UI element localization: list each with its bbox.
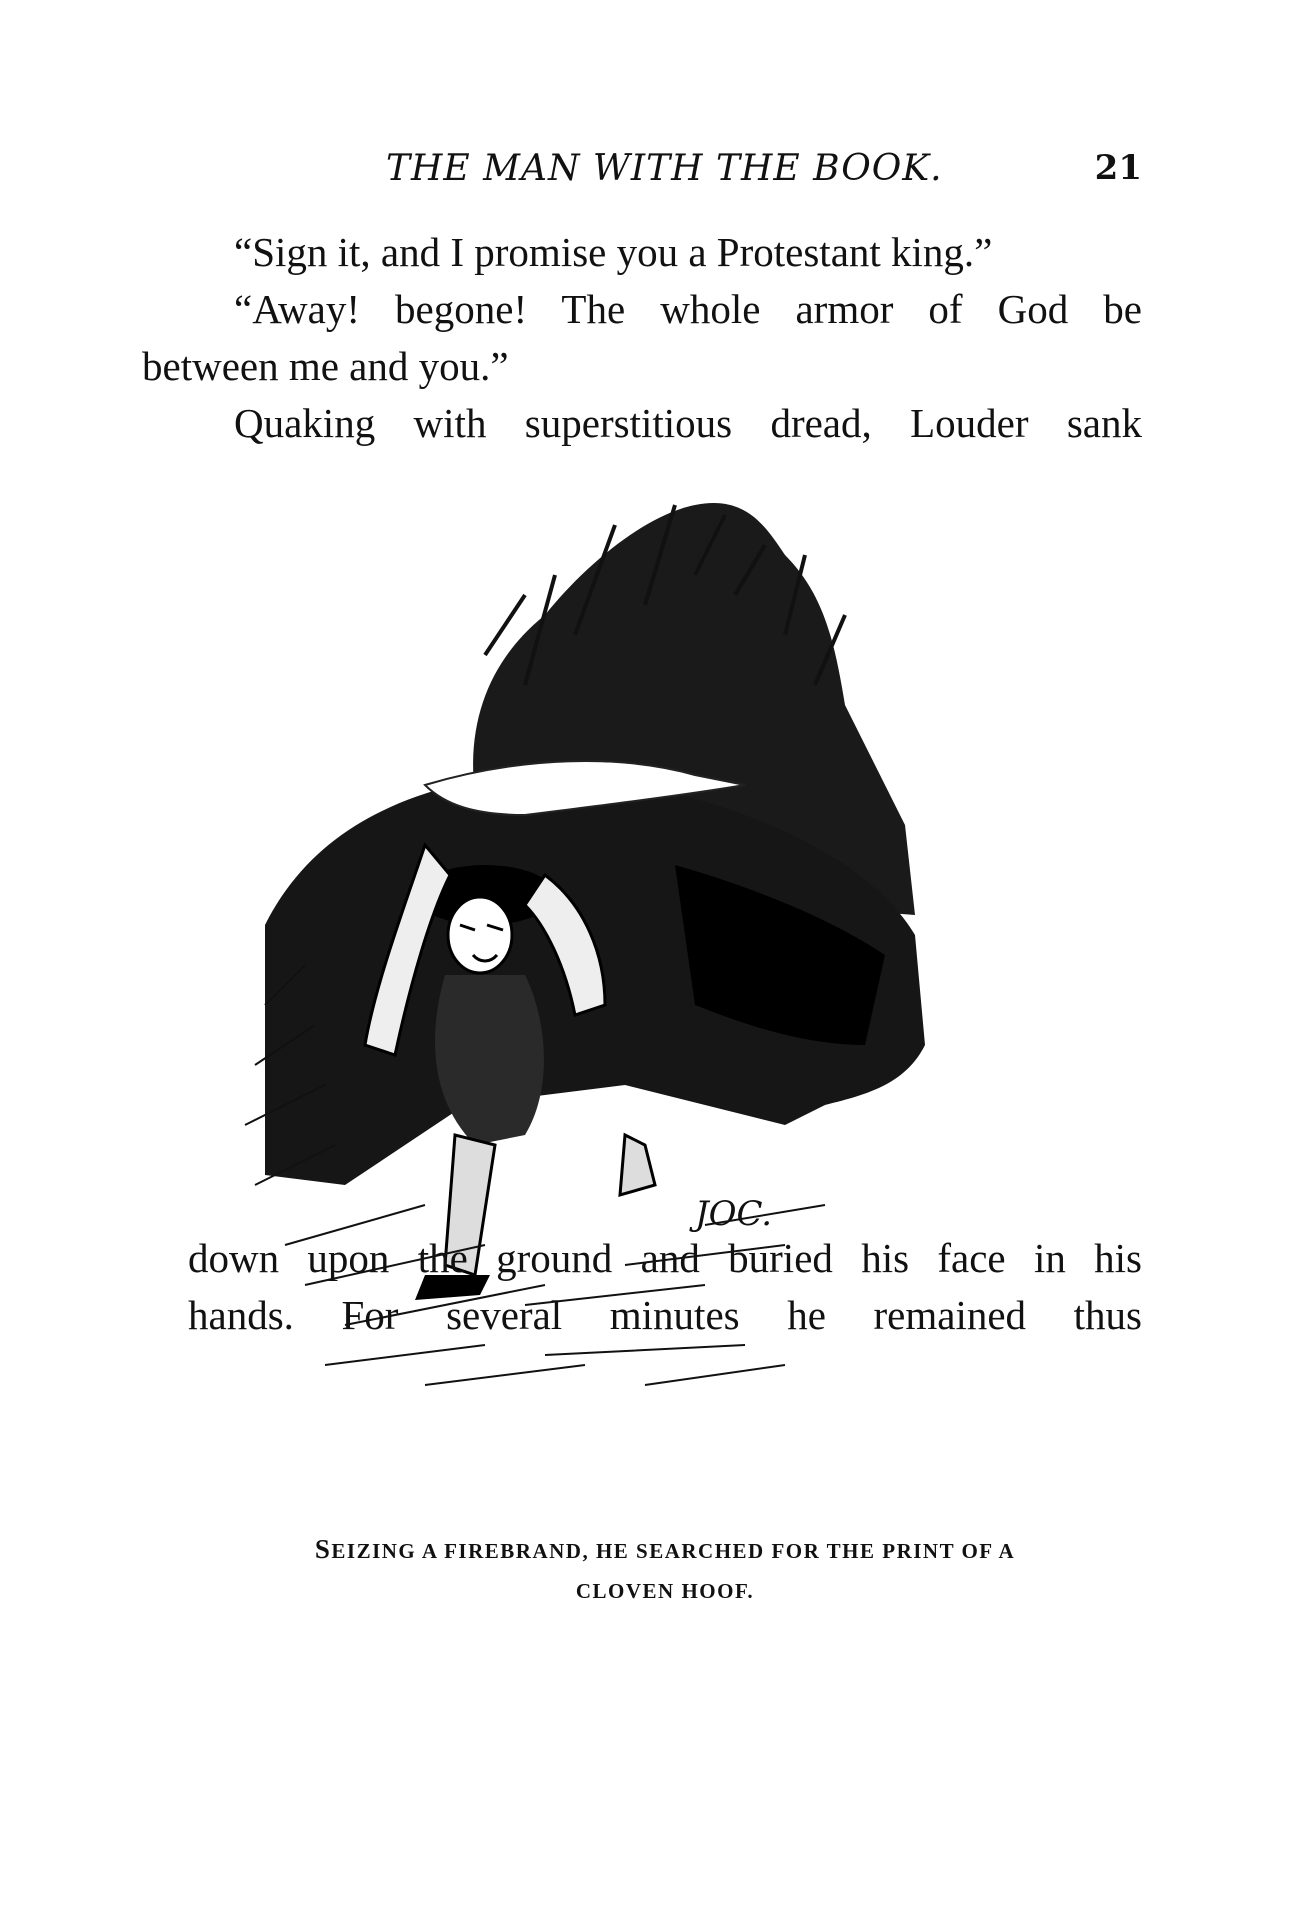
running-head: THE MAN WITH THE BOOK. xyxy=(386,148,943,189)
text-line: “Sign it, and I promise you a Protestant king.” xyxy=(234,229,993,275)
caption-text: EIZING A FIREBRAND, HE SEARCHED FOR THE PRINT OF A xyxy=(331,1539,1016,1563)
illustration-caption xyxy=(190,1529,1140,1611)
text-line: Quaking with superstitious dread, Louder sank xyxy=(234,400,1142,446)
engraving-illustration xyxy=(225,485,945,1517)
figure-body xyxy=(435,975,544,1145)
figure-foot-right xyxy=(620,1135,655,1195)
page-header xyxy=(188,148,1142,200)
body-text-top xyxy=(142,224,1142,452)
body-text-bottom xyxy=(188,1230,1142,1344)
illustration-drawing xyxy=(225,485,945,1517)
text-line: “Away! begone! The whole armor of God be xyxy=(234,286,1142,332)
paragraph xyxy=(188,395,1142,452)
caption-line: CLOVEN HOOF. xyxy=(575,1579,755,1603)
text-line: down upon the ground and buried his face in his xyxy=(188,1235,1142,1281)
caption-initial: S xyxy=(314,1534,332,1564)
artist-signature: JOC. xyxy=(695,1194,773,1234)
paragraph xyxy=(188,224,1142,281)
paragraph xyxy=(142,281,1142,395)
caption-line xyxy=(190,1529,1140,1571)
text-line: between me and you.” xyxy=(142,343,509,389)
page-number: 21 xyxy=(1094,148,1142,188)
text-line: hands. For several minutes he remained thus xyxy=(188,1292,1142,1338)
